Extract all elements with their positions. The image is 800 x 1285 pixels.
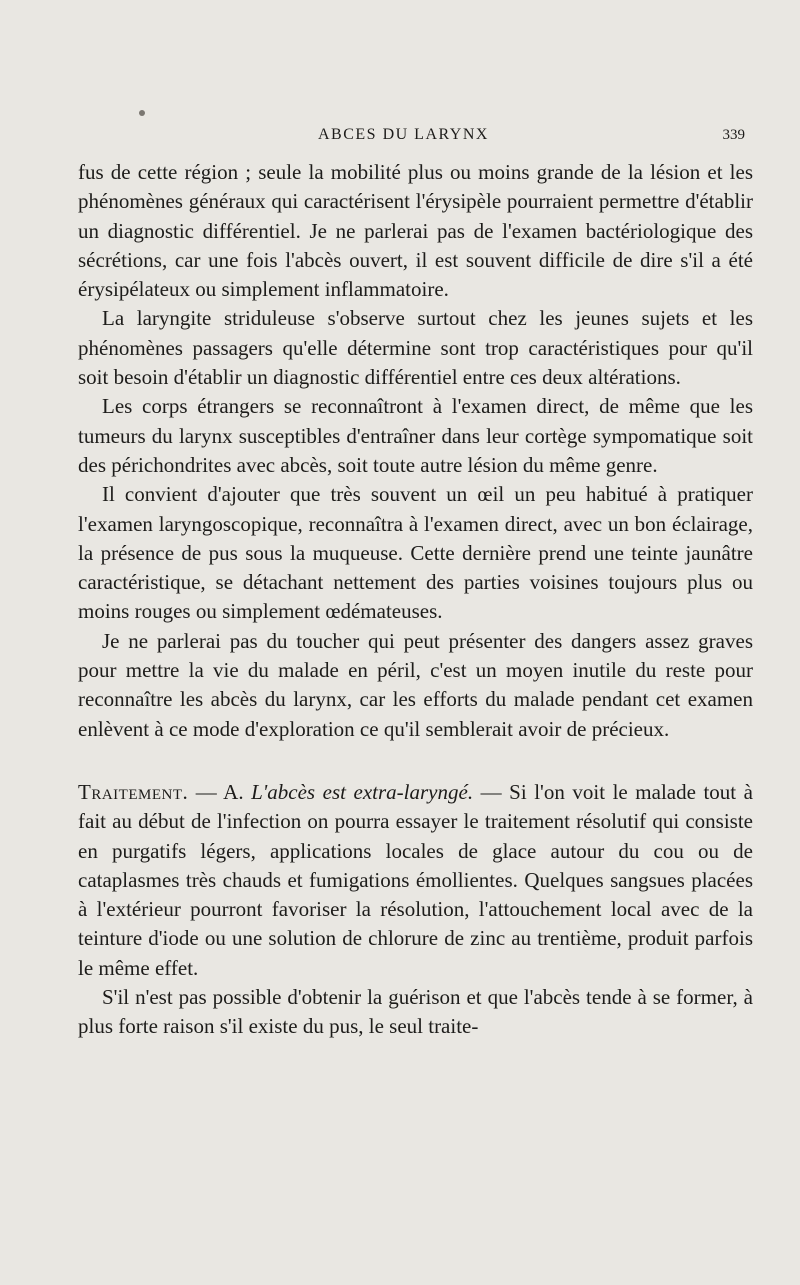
paragraph-laryngite: La laryngite striduleuse s'observe surtout chez les jeunes sujets et les phénomènes passagers qu'elle détermine sont trop caractéristiques pour qu'il soit besoin d'établir un diagnostic différentiel entre ces deux altérations. [78, 306, 753, 390]
page-header [78, 118, 753, 148]
section-gap [78, 744, 753, 778]
running-head: ABCES DU LARYNX [318, 126, 489, 143]
treatment-separator: — A. [188, 779, 252, 804]
paragraph-examen-direct: Il convient d'ajouter que très souvent un œil un peu habitué à pratiquer l'examen laryngoscopique, reconnaîtra à l'examen direct, avec un bon éclairage, la présence de pus sous la muqueuse. Cette dernière prend une teinte jaunâtre caractéristique, se détachant nettement des parties voisines toujours plus ou moins rouges ou simplement œdémateuses. [78, 482, 753, 624]
page-number: 339 [722, 127, 745, 143]
main-text [78, 158, 753, 1042]
treatment-label: Traitement. [78, 779, 189, 804]
paragraph-toucher: Je ne parlerai pas du toucher qui peut présenter des dangers assez graves pour mettre la vie du malade en péril, c'est un moyen inutile du reste pour reconnaître les abcès du larynx, car les efforts du malade pendant cet examen enlèvent à ce mode d'exploration ce qu'il semblerait avoir de précieux. [78, 628, 753, 741]
paragraph-corps-etrangers: Les corps étrangers se reconnaîtront à l'examen direct, de même que les tumeurs du larynx susceptibles d'entraîner dans leur cortège sympomatique soit des périchondrites avec abcès, soit toute autre lésion du même genre. [78, 394, 753, 477]
treatment-subtitle: L'abcès est extra-laryngé. [251, 779, 474, 804]
paragraph-continuation: fus de cette région ; seule la mobilité plus ou moins grande de la lésion et les phénomènes généraux qui caractérisent l'érysipèle pourraient permettre d'établir un diagnostic différentiel. Je ne parlerai pas de l'examen bactériologique des sécrétions, car une fois l'abcès ouvert, il est souvent difficile de dire s'il a été érysipélateux ou simplement inflammatoire. [78, 160, 753, 302]
treatment-text: — Si l'on voit le malade tout à fait au début de l'infection on pourra essayer le traitement résolutif qui consiste en purgatifs légers, applications locales de glace autour du cou ou de cataplasmes très chauds et fumigations émollientes. Quelques sangsues placées à l'extérieur pourront favoriser la résolution, l'attouchement local avec de la teinture d'iode ou une solution de chlorure de zinc au trentième, produit parfois le même effet. [78, 779, 754, 980]
treatment-paragraph [78, 778, 753, 983]
paragraph-final: S'il n'est pas possible d'obtenir la guérison et que l'abcès tende à se former, à plus forte raison s'il existe du pus, le seul traite- [78, 985, 753, 1039]
ink-speck [139, 110, 145, 116]
